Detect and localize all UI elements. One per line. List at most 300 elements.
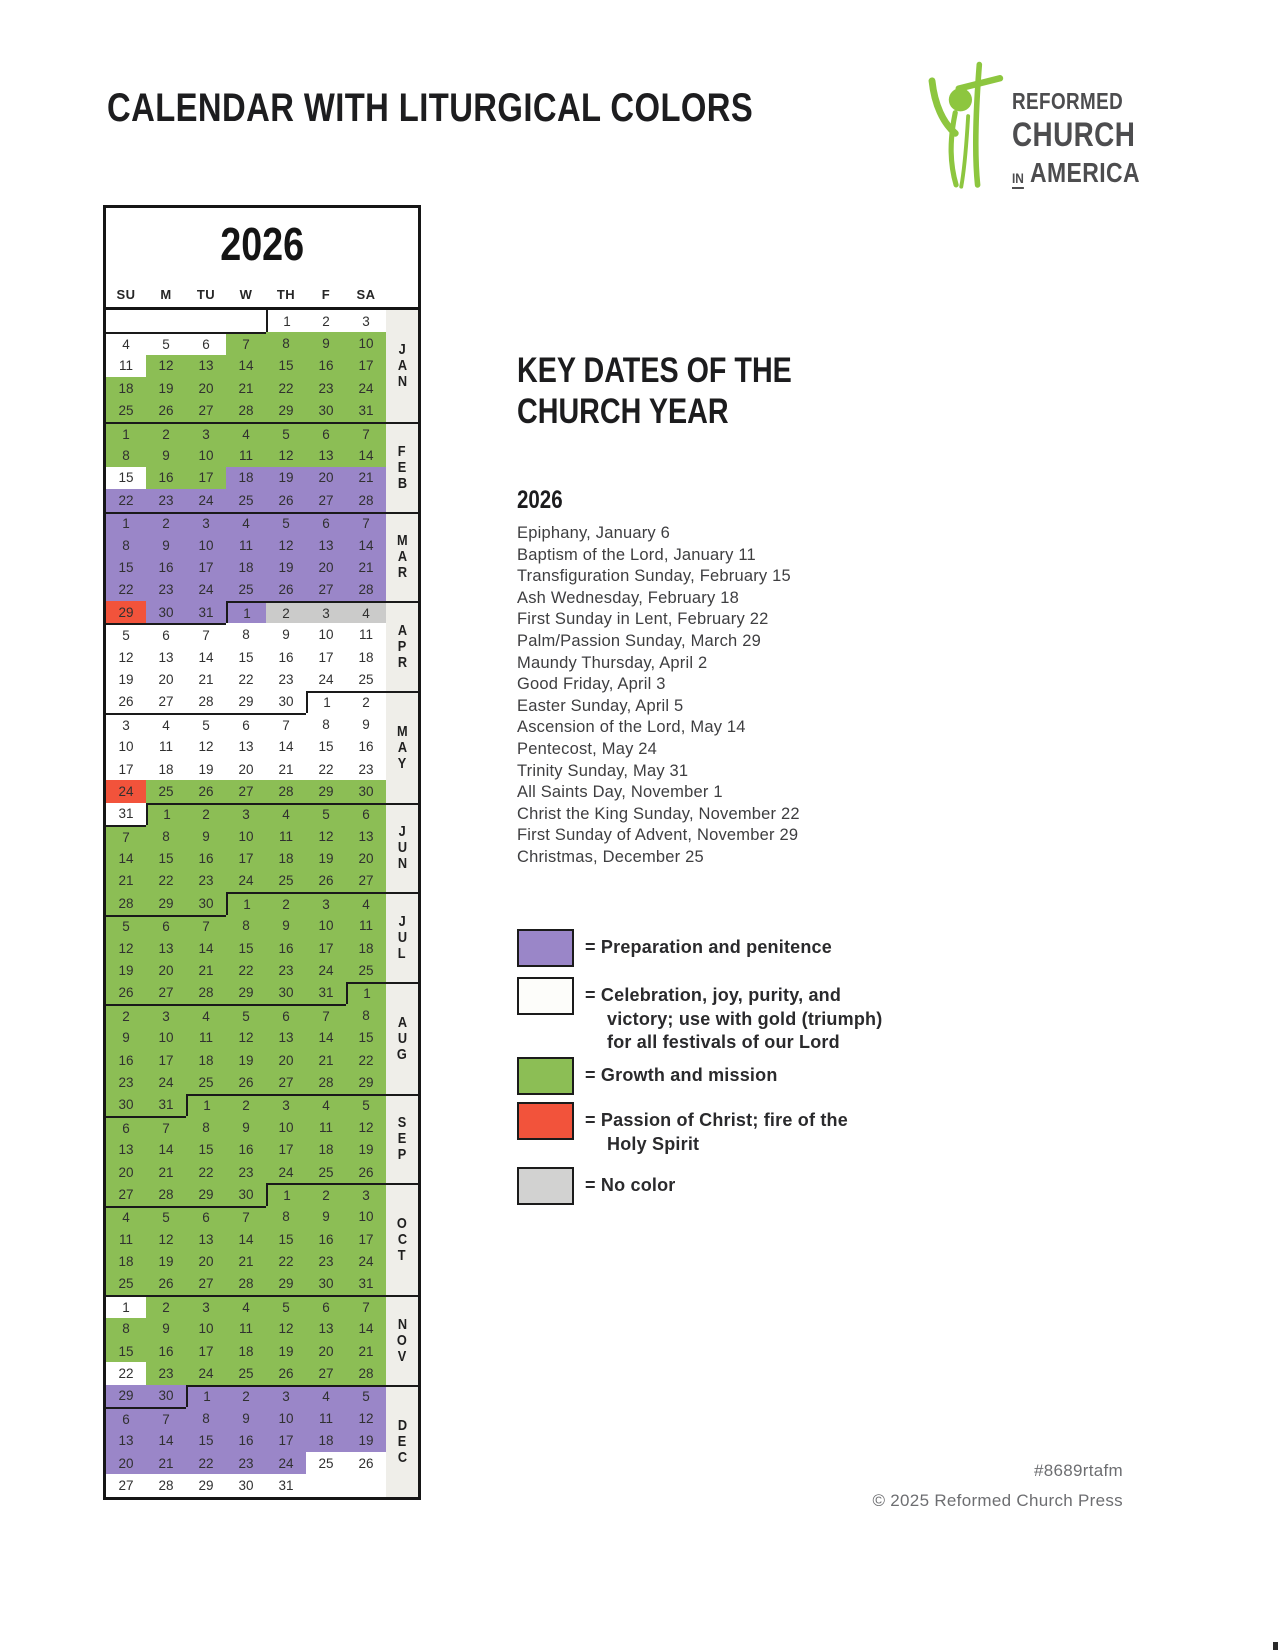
day-cell: 28: [226, 1273, 266, 1295]
day-cell: 14: [346, 444, 386, 466]
day-cell: 26: [346, 1161, 386, 1183]
day-cell: 19: [266, 556, 306, 578]
day-cell: 20: [186, 1250, 226, 1272]
day-cell: 24: [226, 870, 266, 892]
day-cell: 2: [266, 892, 306, 914]
day-cell: 2: [146, 422, 186, 444]
month-label-letter: D: [397, 1416, 407, 1434]
day-cell: 27: [306, 1362, 346, 1384]
legend-label-line: for all festivals of our Lord: [607, 1032, 840, 1052]
day-cell: 9: [226, 1407, 266, 1429]
day-cell: 27: [226, 780, 266, 802]
day-cell: 21: [226, 377, 266, 399]
legend-row-gray: [517, 1167, 676, 1205]
day-cell: 20: [346, 847, 386, 869]
month-label-letter: J: [398, 340, 406, 358]
day-cell: 2: [106, 1004, 146, 1026]
day-cell: 21: [346, 556, 386, 578]
legend-swatch-purple: [517, 929, 574, 967]
legend-label-line: = Celebration, joy, purity, and: [585, 985, 842, 1005]
day-cell: 25: [226, 1362, 266, 1384]
month-label-mar: [386, 512, 418, 602]
legend-label-line: Holy Spirit: [607, 1133, 700, 1154]
month-label-jan: [386, 310, 418, 422]
day-cell: 14: [106, 847, 146, 869]
day-cell: 30: [346, 780, 386, 802]
day-cell: 31: [186, 601, 226, 623]
day-cell: 13: [306, 444, 346, 466]
day-cell: 11: [266, 825, 306, 847]
day-cell: [146, 310, 186, 332]
day-cell: 21: [146, 1161, 186, 1183]
day-cell: 18: [106, 1250, 146, 1272]
day-header: SA: [356, 287, 376, 302]
day-cell: 26: [266, 579, 306, 601]
day-cell: 25: [306, 1452, 346, 1474]
day-cell: 12: [346, 1116, 386, 1138]
day-cell: 20: [146, 668, 186, 690]
day-cell: 11: [306, 1116, 346, 1138]
month-label-letter: L: [398, 944, 406, 962]
day-cell: 23: [226, 1452, 266, 1474]
day-cell: 1: [306, 691, 346, 713]
day-cell: 22: [186, 1452, 226, 1474]
day-cell: 18: [306, 1138, 346, 1160]
day-cell: 16: [106, 1049, 146, 1071]
day-cell: 7: [146, 1407, 186, 1429]
logo-figure-head: [949, 88, 972, 111]
day-cell: 17: [266, 1138, 306, 1160]
day-cell: 28: [346, 489, 386, 511]
day-cell: 15: [266, 355, 306, 377]
day-cell: 9: [146, 444, 186, 466]
day-cell: 2: [226, 1094, 266, 1116]
day-cell: 13: [186, 355, 226, 377]
day-cell: 16: [186, 847, 226, 869]
day-cell: 8: [226, 915, 266, 937]
legend-row-white: [517, 977, 882, 1055]
day-header: SU: [116, 287, 136, 302]
logo-text-in: IN: [1012, 170, 1024, 189]
day-cell: 1: [226, 892, 266, 914]
day-cell: 3: [106, 713, 146, 735]
footer-copyright: © 2025 Reformed Church Press: [872, 1491, 1123, 1510]
day-cell: 5: [146, 1206, 186, 1228]
day-cell: 31: [266, 1474, 306, 1496]
key-date-item: First Sunday in Lent, February 22: [517, 610, 769, 629]
day-cell: 12: [146, 355, 186, 377]
day-cell: 17: [186, 556, 226, 578]
day-cell: 16: [226, 1430, 266, 1452]
key-dates-heading: [517, 350, 977, 432]
day-cell: 25: [346, 959, 386, 981]
key-date-item: Epiphany, January 6: [517, 524, 671, 542]
day-cell: 4: [146, 713, 186, 735]
month-label-letter: N: [397, 855, 407, 873]
day-cell: 13: [146, 937, 186, 959]
day-cell: 15: [226, 937, 266, 959]
day-cell: 11: [226, 444, 266, 466]
month-label-jun: [386, 803, 418, 893]
day-cell: 15: [346, 1027, 386, 1049]
key-date-item: Easter Sunday, April 5: [517, 696, 684, 715]
day-cell: 16: [306, 1228, 346, 1250]
day-cell: 10: [186, 534, 226, 556]
day-cell: 29: [226, 982, 266, 1004]
day-cell: 20: [146, 959, 186, 981]
page-footer: [872, 1456, 1123, 1516]
day-cell: 29: [306, 780, 346, 802]
day-cell: [306, 1474, 346, 1496]
key-dates-list: [517, 523, 977, 869]
day-cell: 7: [226, 332, 266, 354]
day-cell: 17: [146, 1049, 186, 1071]
key-date-item: All Saints Day, November 1: [517, 783, 723, 802]
day-cell: 8: [226, 623, 266, 645]
month-label-letter: R: [397, 653, 407, 671]
day-cell: 28: [306, 1071, 346, 1093]
day-cell: 28: [146, 1474, 186, 1496]
month-label-letter: A: [397, 1013, 407, 1031]
day-cell: 23: [186, 870, 226, 892]
day-cell: 26: [106, 691, 146, 713]
day-cell: 19: [346, 1430, 386, 1452]
day-cell: 3: [346, 1183, 386, 1205]
day-cell: 7: [346, 422, 386, 444]
legend-label: [585, 1102, 848, 1156]
day-cell: 25: [226, 489, 266, 511]
day-cell: 19: [146, 377, 186, 399]
day-cell: 2: [186, 803, 226, 825]
day-cell: 23: [266, 959, 306, 981]
day-cell: 21: [106, 870, 146, 892]
rca-logo-mark: [926, 48, 1012, 198]
day-cell: 16: [266, 646, 306, 668]
month-label-letter: J: [398, 912, 406, 930]
day-cell: 8: [186, 1116, 226, 1138]
legend-label-line: victory; use with gold (triumph): [607, 1008, 883, 1029]
day-cell: 20: [186, 377, 226, 399]
day-cell: 5: [266, 422, 306, 444]
day-cell: 14: [346, 534, 386, 556]
day-cell: 2: [346, 691, 386, 713]
day-cell: 4: [226, 422, 266, 444]
day-cell: 6: [226, 713, 266, 735]
day-cell: 20: [226, 758, 266, 780]
day-cell: 10: [146, 1027, 186, 1049]
day-cell: 26: [106, 982, 146, 1004]
legend-label: [585, 1057, 778, 1095]
day-cell: 8: [266, 332, 306, 354]
day-cell: 8: [266, 1206, 306, 1228]
legend-swatch-red: [517, 1102, 574, 1140]
day-cell: 22: [186, 1161, 226, 1183]
day-cell: 6: [306, 422, 346, 444]
month-label-letter: A: [397, 621, 407, 639]
day-cell: 24: [186, 579, 226, 601]
legend-row-purple: [517, 929, 832, 967]
day-cell: 4: [306, 1385, 346, 1407]
month-label-feb: [386, 422, 418, 512]
day-cell: 26: [186, 780, 226, 802]
day-cell: 22: [266, 377, 306, 399]
day-cell: 14: [266, 735, 306, 757]
day-cell: 11: [106, 1228, 146, 1250]
day-cell: 19: [106, 668, 146, 690]
day-cell: 8: [106, 1318, 146, 1340]
day-cell: 19: [146, 1250, 186, 1272]
legend-label-line: = No color: [585, 1175, 676, 1195]
day-cell: 24: [346, 1250, 386, 1272]
day-cell: 5: [346, 1385, 386, 1407]
day-cell: 5: [226, 1004, 266, 1026]
legend-label-line: = Growth and mission: [585, 1065, 778, 1085]
day-cell: 14: [226, 1228, 266, 1250]
day-cell: 10: [106, 735, 146, 757]
day-cell: 22: [226, 959, 266, 981]
day-cell: 1: [186, 1385, 226, 1407]
day-cell: 1: [226, 601, 266, 623]
day-cell: 30: [266, 982, 306, 1004]
day-cell: 11: [186, 1027, 226, 1049]
day-cell: 12: [106, 937, 146, 959]
day-cell: 30: [306, 1273, 346, 1295]
day-cell: 15: [106, 1340, 146, 1362]
day-cell: 12: [106, 646, 146, 668]
day-cell: 30: [146, 601, 186, 623]
day-cell: 29: [106, 601, 146, 623]
day-cell: 4: [266, 803, 306, 825]
key-date-item: First Sunday of Advent, November 29: [517, 826, 799, 845]
month-label-oct: [386, 1183, 418, 1295]
day-cell: 24: [186, 489, 226, 511]
month-label-nov: [386, 1295, 418, 1385]
day-cell: 26: [146, 400, 186, 422]
day-cell: 8: [106, 534, 146, 556]
day-cell: 3: [306, 892, 346, 914]
day-cell: 15: [106, 556, 146, 578]
legend-label: [585, 929, 832, 967]
day-cell: 3: [186, 512, 226, 534]
day-cell: 23: [346, 758, 386, 780]
month-label-letter: R: [397, 564, 407, 582]
day-cell: 13: [146, 646, 186, 668]
month-label-letter: A: [397, 548, 407, 566]
key-dates-section: [517, 350, 977, 869]
day-cell: 15: [306, 735, 346, 757]
day-cell: 7: [266, 713, 306, 735]
calendar-year: [106, 208, 418, 280]
month-label-letter: N: [397, 1315, 407, 1333]
day-cell: 23: [106, 1071, 146, 1093]
day-cell: 16: [146, 467, 186, 489]
key-date-item: Ash Wednesday, February 18: [517, 588, 739, 607]
day-cell: 13: [106, 1430, 146, 1452]
day-cell: 24: [306, 959, 346, 981]
month-label-letter: E: [397, 1432, 407, 1450]
calendar-year-text: 2026: [220, 218, 304, 270]
key-date-item: Baptism of the Lord, January 11: [517, 545, 756, 564]
day-cell: 18: [346, 646, 386, 668]
day-cell: 26: [266, 1362, 306, 1384]
day-cell: 2: [266, 601, 306, 623]
day-cell: 9: [266, 623, 306, 645]
legend-row-green: [517, 1057, 778, 1095]
day-cell: 8: [306, 713, 346, 735]
day-cell: 26: [266, 489, 306, 511]
day-cell: 30: [146, 1385, 186, 1407]
day-header: TH: [276, 287, 296, 302]
day-cell: 3: [266, 1385, 306, 1407]
month-label-letter: N: [397, 372, 407, 390]
day-cell: 21: [346, 467, 386, 489]
day-cell: 28: [346, 1362, 386, 1384]
day-cell: 2: [146, 1295, 186, 1317]
day-cell: 10: [306, 915, 346, 937]
day-cell: 3: [186, 1295, 226, 1317]
day-cell: 24: [266, 1161, 306, 1183]
legend-row-red: [517, 1102, 848, 1156]
day-cell: 7: [306, 1004, 346, 1026]
day-cell: 24: [306, 668, 346, 690]
key-date-item: Palm/Passion Sunday, March 29: [517, 631, 761, 650]
day-cell: 19: [226, 1049, 266, 1071]
day-cell: 19: [266, 1340, 306, 1362]
day-cell: 2: [306, 1183, 346, 1205]
day-cell: 9: [346, 713, 386, 735]
day-cell: 29: [146, 892, 186, 914]
day-cell: 18: [106, 377, 146, 399]
day-cell: 12: [266, 534, 306, 556]
day-cell: 12: [266, 1318, 306, 1340]
day-cell: 24: [106, 780, 146, 802]
day-cell: 31: [106, 803, 146, 825]
day-cell: 30: [306, 400, 346, 422]
day-cell: 18: [226, 1340, 266, 1362]
day-cell: 9: [306, 332, 346, 354]
day-cell: 4: [346, 601, 386, 623]
day-cell: 13: [346, 825, 386, 847]
day-cell: 25: [226, 579, 266, 601]
month-label-letter: M: [396, 532, 408, 550]
day-cell: 8: [346, 1004, 386, 1026]
day-cell: 9: [186, 825, 226, 847]
day-cell: 15: [186, 1138, 226, 1160]
day-cell: 20: [266, 1049, 306, 1071]
day-cell: 25: [306, 1161, 346, 1183]
day-cell: 30: [266, 691, 306, 713]
day-cell: 19: [266, 467, 306, 489]
day-cell: 14: [186, 937, 226, 959]
day-cell: 13: [306, 1318, 346, 1340]
day-cell: 5: [346, 1094, 386, 1116]
legend-swatch-white: [517, 977, 574, 1015]
day-cell: 12: [266, 444, 306, 466]
day-cell: 6: [306, 1295, 346, 1317]
month-label-letter: U: [397, 1029, 407, 1047]
key-dates-heading-line2: CHURCH YEAR: [517, 392, 729, 431]
day-cell: 6: [106, 1116, 146, 1138]
day-cell: 7: [186, 915, 226, 937]
day-cell: 18: [146, 758, 186, 780]
day-cell: 6: [106, 1407, 146, 1429]
day-cell: 22: [106, 489, 146, 511]
day-cell: 17: [346, 355, 386, 377]
legend: [517, 929, 1017, 1219]
day-cell: 3: [186, 422, 226, 444]
day-cell: 20: [106, 1452, 146, 1474]
day-cell: 22: [226, 668, 266, 690]
day-cell: 9: [226, 1116, 266, 1138]
day-cell: 17: [346, 1228, 386, 1250]
day-cell: 15: [186, 1430, 226, 1452]
day-cell: 17: [266, 1430, 306, 1452]
day-cell: 29: [186, 1183, 226, 1205]
day-cell: 16: [146, 1340, 186, 1362]
day-cell: 23: [306, 377, 346, 399]
month-label-may: [386, 691, 418, 803]
day-cell: [106, 310, 146, 332]
day-cell: 14: [186, 646, 226, 668]
day-cell: 22: [106, 579, 146, 601]
legend-swatch-green: [517, 1057, 574, 1095]
day-cell: 16: [266, 937, 306, 959]
day-cell: 30: [226, 1183, 266, 1205]
month-label-letter: C: [397, 1231, 407, 1249]
day-cell: 10: [266, 1116, 306, 1138]
key-date-item: Good Friday, April 3: [517, 675, 666, 694]
rca-logo-text: [1012, 48, 1164, 198]
day-cell: 22: [306, 758, 346, 780]
day-cell: 16: [226, 1138, 266, 1160]
day-cell: 19: [346, 1138, 386, 1160]
day-cell: 25: [106, 1273, 146, 1295]
day-cell: 13: [306, 534, 346, 556]
day-cell: 29: [226, 691, 266, 713]
day-cell: 5: [186, 713, 226, 735]
day-cell: 28: [226, 400, 266, 422]
day-cell: 5: [266, 1295, 306, 1317]
day-cell: 18: [346, 937, 386, 959]
day-cell: 11: [146, 735, 186, 757]
day-cell: 17: [306, 937, 346, 959]
day-cell: 24: [266, 1452, 306, 1474]
day-cell: 29: [266, 400, 306, 422]
day-cell: 28: [146, 1183, 186, 1205]
legend-label: [585, 977, 882, 1055]
month-label-letter: O: [397, 1215, 407, 1233]
day-header: W: [239, 287, 253, 302]
page-title-text: CALENDAR WITH LITURGICAL COLORS: [107, 86, 754, 130]
month-label-letter: U: [397, 928, 407, 946]
day-cell: 31: [346, 400, 386, 422]
day-cell: 12: [306, 825, 346, 847]
legend-label: [585, 1167, 676, 1205]
day-cell: 11: [106, 355, 146, 377]
footer-code: #8689rtafm: [1034, 1461, 1123, 1480]
day-cell: 23: [146, 1362, 186, 1384]
day-cell: 30: [186, 892, 226, 914]
day-cell: 18: [226, 556, 266, 578]
month-label-sep: [386, 1094, 418, 1184]
day-cell: 1: [146, 803, 186, 825]
day-cell: 3: [346, 310, 386, 332]
day-cell: 2: [146, 512, 186, 534]
day-cell: 17: [186, 467, 226, 489]
day-cell: [226, 310, 266, 332]
day-cell: 29: [266, 1273, 306, 1295]
day-cell: 9: [306, 1206, 346, 1228]
